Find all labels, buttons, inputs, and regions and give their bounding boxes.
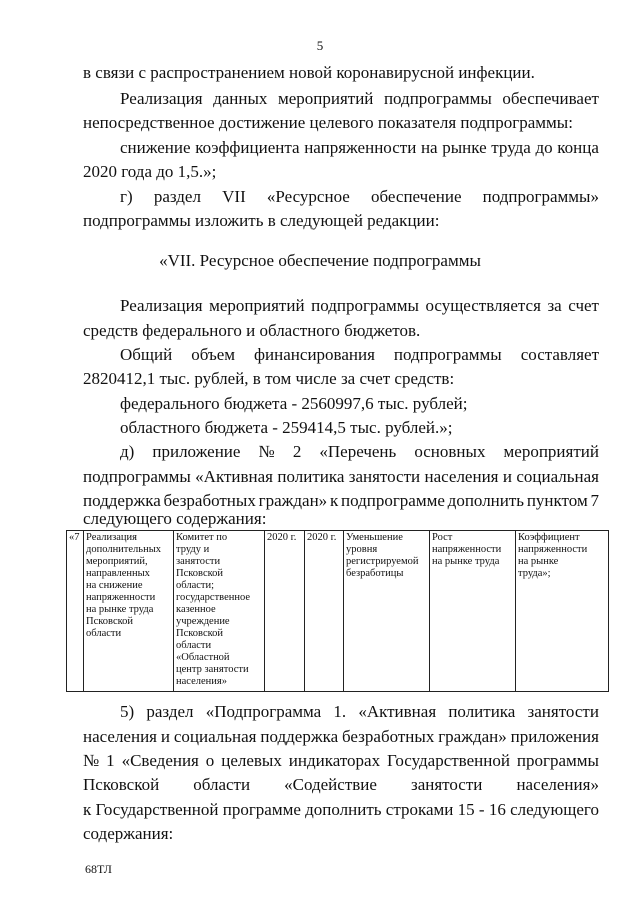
word: пунктом xyxy=(526,491,588,510)
word: и xyxy=(160,727,170,746)
word: дополнить xyxy=(305,800,382,819)
word: подпрограммы xyxy=(311,296,419,315)
text-line xyxy=(83,491,599,511)
word: граждан» xyxy=(438,727,507,746)
text-line: в связи с распространением новой коронавирусной инфекции. xyxy=(83,63,535,82)
word: труда xyxy=(491,138,531,157)
word: Государственной xyxy=(95,800,219,819)
word: раздел xyxy=(146,702,194,721)
word: - xyxy=(478,800,485,819)
text-line xyxy=(120,702,599,722)
word: напряженности xyxy=(304,138,417,157)
word: составляет xyxy=(520,345,599,364)
word: основных xyxy=(414,442,486,461)
text-line: средств федерального и областного бюджетов. xyxy=(83,321,421,340)
word: обеспечение xyxy=(371,187,462,206)
word: населения» xyxy=(516,775,599,794)
text-line xyxy=(83,727,599,747)
word: подпрограмме xyxy=(340,491,445,510)
text-line xyxy=(83,800,599,820)
word: «Перечень xyxy=(319,442,397,461)
word: за xyxy=(547,296,562,315)
word: социальная xyxy=(173,727,257,746)
word: населения xyxy=(424,467,499,486)
word: 5) xyxy=(120,702,135,721)
text-line xyxy=(120,187,599,207)
word: политика xyxy=(277,467,345,486)
text-line xyxy=(83,751,599,771)
word: 15 xyxy=(457,800,475,819)
word: подпрограммы» xyxy=(482,187,599,206)
word: социальная xyxy=(516,467,599,486)
table-cell-executor: Комитет по труду и занятости Псковской области; государственное казенное учреждение Псковской области «Областной центр занятости населения» xyxy=(174,531,265,692)
word: счет xyxy=(568,296,599,315)
word: на xyxy=(420,138,438,157)
word: граждан» xyxy=(258,491,328,510)
word: программе xyxy=(222,800,301,819)
word: до xyxy=(535,138,553,157)
text-line: 2820412,1 тыс. рублей, в том числе за счет средств: xyxy=(83,369,455,388)
text-line xyxy=(83,467,599,487)
word: политика xyxy=(448,702,516,721)
word: следующего xyxy=(510,800,599,819)
table-cell-end: 2020 г. xyxy=(305,531,344,692)
word: № xyxy=(258,442,275,461)
word: д) xyxy=(120,442,135,461)
word: «Сведения xyxy=(121,751,199,770)
word: данных xyxy=(213,89,268,108)
table-row xyxy=(67,531,609,692)
word: и xyxy=(502,467,512,486)
text-line: 2020 года до 1,5.»; xyxy=(83,162,217,181)
text-line: федерального бюджета - 2560997,6 тыс. рублей; xyxy=(120,394,468,413)
word: приложение xyxy=(152,442,241,461)
table-cell-start: 2020 г. xyxy=(265,531,305,692)
table-cell-indicator: Коэффициент напряженности на рынке труда»; xyxy=(516,531,609,692)
text-line: непосредственное достижение целевого показателя подпрограммы: xyxy=(83,113,573,132)
word: мероприятий xyxy=(503,442,599,461)
word: приложения xyxy=(510,727,599,746)
word: конца xyxy=(557,138,599,157)
text-line xyxy=(120,89,599,109)
word: Общий xyxy=(120,345,173,364)
word: населения xyxy=(83,727,157,746)
word: Реализация xyxy=(120,89,203,108)
word: VII xyxy=(222,187,246,206)
text-line: следующего содержания: xyxy=(83,509,267,528)
word: № xyxy=(83,751,100,770)
word: «Активная xyxy=(195,467,273,486)
text-line xyxy=(83,775,599,795)
word: финансирования xyxy=(254,345,375,364)
inserted-table xyxy=(66,530,609,692)
word: целевых xyxy=(221,751,282,770)
word: Псковской xyxy=(83,775,160,794)
word: осуществляется xyxy=(425,296,541,315)
word: 7 xyxy=(590,491,599,510)
text-line xyxy=(120,138,599,158)
word: дополнить xyxy=(447,491,525,510)
text-line xyxy=(120,442,599,462)
word: к xyxy=(329,491,339,510)
word: о xyxy=(205,751,215,770)
word: 1 xyxy=(106,751,115,770)
word: «Активная xyxy=(358,702,437,721)
word: «Содействие xyxy=(284,775,377,794)
word: рынке xyxy=(442,138,487,157)
section-heading: «VII. Ресурсное обеспечение подпрограммы xyxy=(159,251,481,270)
word: занятости xyxy=(348,467,421,486)
text-line xyxy=(120,296,599,316)
word: г) xyxy=(120,187,133,206)
table-cell-result: Уменьшение уровня регистрируемой безработицы xyxy=(344,531,430,692)
word: 1. xyxy=(333,702,347,721)
text-line: подпрограммы изложить в следующей редакции: xyxy=(83,211,440,230)
word: раздел xyxy=(153,187,201,206)
word: поддержка xyxy=(83,491,161,510)
text-line: областного бюджета - 259414,5 тыс. рублей.»; xyxy=(120,418,453,437)
word: коэффициента xyxy=(195,138,300,157)
word: занятости xyxy=(411,775,483,794)
table-cell-number: «7 xyxy=(67,531,84,692)
word: мероприятий xyxy=(277,89,374,108)
word: обеспечивает xyxy=(502,89,599,108)
word: строками xyxy=(385,800,454,819)
word: подпрограммы xyxy=(393,345,502,364)
word: снижение xyxy=(120,138,191,157)
text-line: содержания: xyxy=(83,824,174,843)
word: к xyxy=(83,800,92,819)
word: объем xyxy=(191,345,236,364)
table-cell-measure: Реализация дополнительных мероприятий, направленных на снижение напряженности на рынке труда Псковской области xyxy=(84,531,174,692)
word: безработных xyxy=(163,491,256,510)
word: «Подпрограмма xyxy=(205,702,322,721)
footer-code: 68ТЛ xyxy=(85,862,112,876)
table-cell-consequence: Рост напряженности на рынке труда xyxy=(430,531,516,692)
word: безработных xyxy=(342,727,435,746)
word: занятости xyxy=(527,702,599,721)
word: 16 xyxy=(488,800,506,819)
word: программы xyxy=(516,751,599,770)
page-number: 5 xyxy=(316,38,324,53)
word: Реализация xyxy=(120,296,203,315)
word: области xyxy=(193,775,251,794)
word: Государственной xyxy=(387,751,510,770)
word: поддержка xyxy=(260,727,339,746)
text-line xyxy=(120,345,599,365)
word: мероприятий xyxy=(209,296,305,315)
word: индикаторах xyxy=(288,751,381,770)
word: подпрограммы xyxy=(383,89,492,108)
word: 2 xyxy=(292,442,302,461)
word: подпрограммы xyxy=(83,467,191,486)
word: «Ресурсное xyxy=(266,187,350,206)
